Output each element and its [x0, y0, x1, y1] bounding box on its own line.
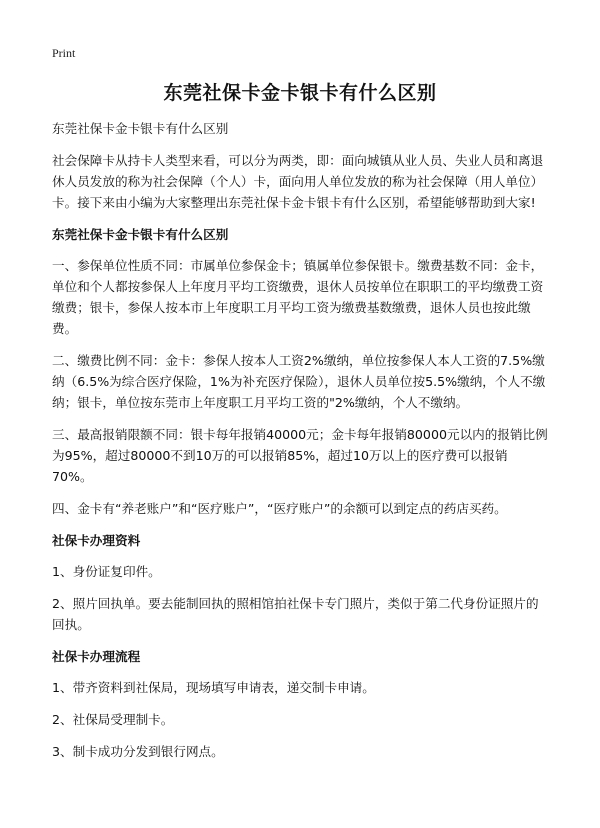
article-body [52, 118, 548, 773]
paragraph-difference-4: 四、金卡有“养老账户”和“医疗账户”，“医疗账户”的余额可以到定点的药店买药。 [52, 501, 507, 516]
print-link[interactable]: Print [52, 46, 76, 60]
section-heading-materials: 社保卡办理资料 [52, 533, 141, 548]
paragraph-process-2: 2、社保局受理制卡。 [52, 712, 174, 727]
article-subtitle: 东莞社保卡金卡银卡有什么区别 [52, 121, 229, 136]
section-heading-process: 社保卡办理流程 [52, 649, 141, 664]
paragraph-material-2: 2、照片回执单。要去能制回执的照相馆拍社保卡专门照片，类似于第二代身份证照片的回执。 [52, 596, 539, 632]
paragraph-process-3: 3、制卡成功分发到银行网点。 [52, 744, 224, 759]
paragraph-material-1: 1、身份证复印件。 [52, 564, 161, 579]
paragraph-difference-1: 一、参保单位性质不同：市属单位参保金卡；镇属单位参保银卡。缴费基数不同：金卡，单位和个人都按参保人上年度月平均工资缴费，退休人员按单位在职职工的平均缴费工资缴费；银卡，参保人按本市上年度职工月平均工资为缴费基数缴费，退休人员也按此缴费。 [52, 258, 544, 336]
paragraph-difference-2: 二、缴费比例不同：金卡：参保人按本人工资2%缴纳，单位按参保人本人工资的7.5%缴纳（6.5%为综合医疗保险，1%为补充医疗保险），退休人员单位按5.5%缴纳，个人不缴纳；银卡，单位按东莞市上年度职工月平均工资的"2%缴纳，个人不缴纳。 [52, 353, 546, 410]
section-heading-differences: 东莞社保卡金卡银卡有什么区别 [52, 227, 229, 242]
intro-paragraph: 社会保障卡从持卡人类型来看，可以分为两类，即：面向城镇从业人员、失业人员和离退休人员发放的称为社会保障（个人）卡，面向用人单位发放的称为社会保障（用人单位）卡。接下来由小编为大家整理出东莞社保卡金卡银卡有什么区别，希望能够帮助到大家! [52, 153, 544, 210]
paragraph-process-1: 1、带齐资料到社保局，现场填写申请表，递交制卡申请。 [52, 680, 375, 695]
page-title: 东莞社保卡金卡银卡有什么区别 [163, 82, 437, 104]
paragraph-difference-3: 三、最高报销限额不同：银卡每年报销40000元；金卡每年报销80000元以内的报销比例为95%，超过80000不到10万的可以报销85%，超过10万以上的医疗费可以报销70%。 [52, 427, 548, 484]
